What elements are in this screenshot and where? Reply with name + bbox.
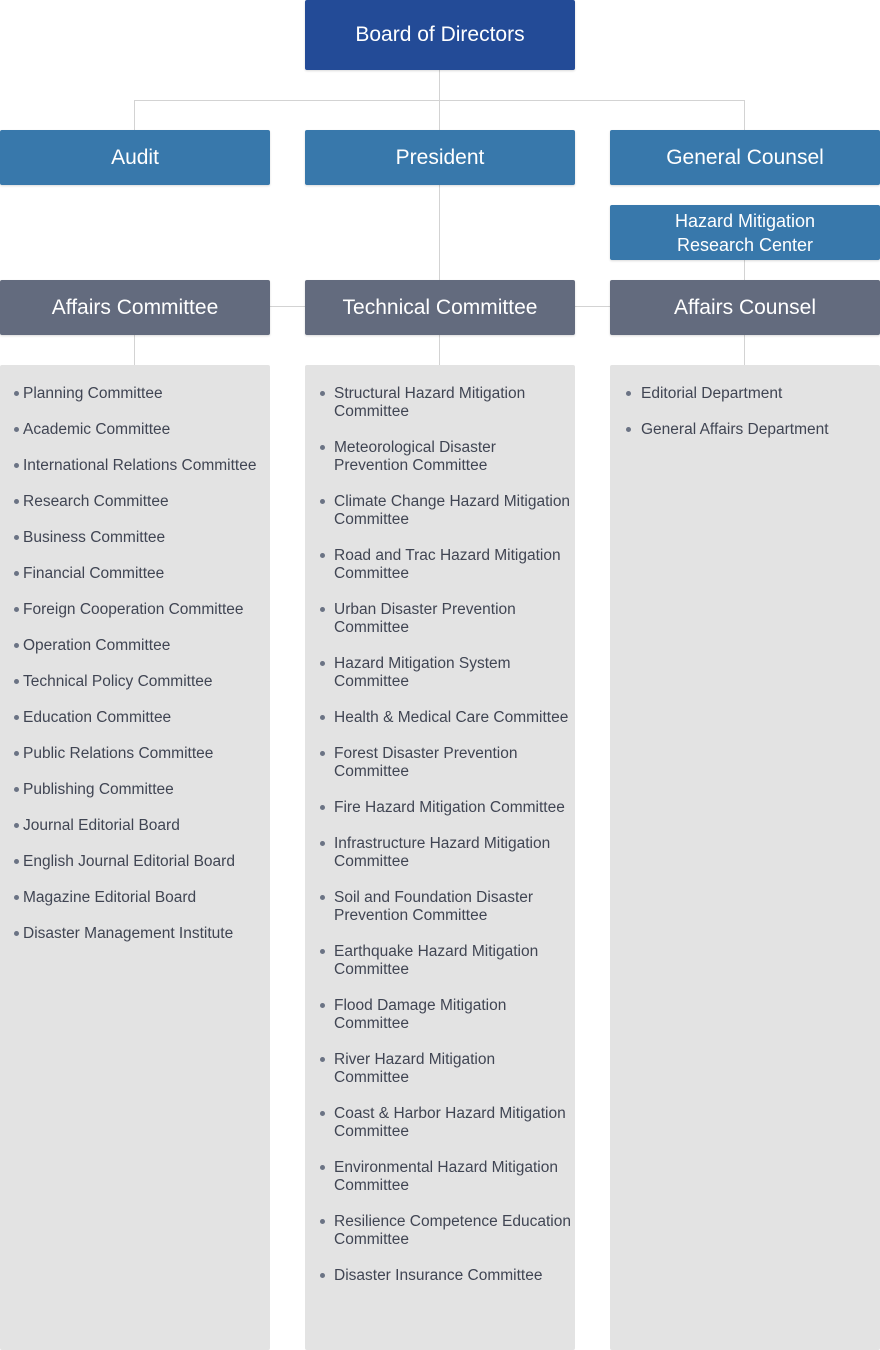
affairs-committee-item: English Journal Editorial Board [0, 853, 270, 871]
connector-middle-right [575, 306, 610, 307]
technical-committee-item: Environmental Hazard Mitigation Committee [305, 1159, 575, 1195]
board-of-directors-box [305, 0, 575, 70]
connector-middle-left [270, 306, 305, 307]
audit-label: Audit [111, 145, 159, 169]
connector-counsel-list [744, 335, 745, 365]
affairs-committee-item: Technical Policy Committee [0, 673, 270, 691]
affairs-committee-item: Operation Committee [0, 637, 270, 655]
technical-committee-item: Resilience Competence Education Committee [305, 1213, 575, 1249]
technical-committee-list [305, 365, 575, 1350]
technical-committee-item: Health & Medical Care Committee [305, 709, 575, 727]
affairs-committee-list [0, 365, 270, 1350]
connector-board-down [439, 70, 440, 100]
technical-committee-item: Soil and Foundation Disaster Prevention Committee [305, 889, 575, 925]
technical-committee-item: Road and Trac Hazard Mitigation Committee [305, 547, 575, 583]
connector-president [439, 100, 440, 130]
connector-audit [134, 100, 135, 130]
research-center-label-line2: Research Center [676, 234, 814, 255]
affairs-committee-label: Affairs Committee [51, 295, 219, 319]
connector-president-technical [439, 185, 440, 280]
general-counsel-box [610, 130, 880, 185]
technical-committee-item: Hazard Mitigation System Committee [305, 655, 575, 691]
technical-committee-item: Fire Hazard Mitigation Committee [305, 799, 575, 817]
affairs-committee-item: Magazine Editorial Board [0, 889, 270, 907]
president-box [305, 130, 575, 185]
technical-committee-item: Structural Hazard Mitigation Committee [305, 385, 575, 421]
technical-committee-item: Coast & Harbor Hazard Mitigation Committee [305, 1105, 575, 1141]
affairs-committee-box [0, 280, 270, 335]
connector-technical-list [439, 335, 440, 365]
affairs-counsel-item: Editorial Department [610, 385, 880, 403]
affairs-committee-item: Foreign Cooperation Committee [0, 601, 270, 619]
affairs-counsel-list [610, 365, 880, 1350]
research-center-box [610, 205, 880, 260]
affairs-committee-item: International Relations Committee [0, 457, 270, 475]
affairs-committee-item: Disaster Management Institute [0, 925, 270, 943]
affairs-committee-item: Education Committee [0, 709, 270, 727]
affairs-committee-item: Public Relations Committee [0, 745, 270, 763]
technical-committee-item: Forest Disaster Prevention Committee [305, 745, 575, 781]
affairs-counsel-label: Affairs Counsel [673, 295, 817, 319]
technical-committee-item: Earthquake Hazard Mitigation Committee [305, 943, 575, 979]
affairs-committee-item: Research Committee [0, 493, 270, 511]
technical-committee-box [305, 280, 575, 335]
technical-committee-item: Flood Damage Mitigation Committee [305, 997, 575, 1033]
connector-affairs-list [134, 335, 135, 365]
technical-committee-item: Climate Change Hazard Mitigation Committee [305, 493, 575, 529]
president-label: President [395, 145, 485, 169]
affairs-counsel-item: General Affairs Department [610, 421, 880, 439]
affairs-committee-item: Business Committee [0, 529, 270, 547]
affairs-committee-item: Planning Committee [0, 385, 270, 403]
technical-committee-item: Infrastructure Hazard Mitigation Committee [305, 835, 575, 871]
technical-committee-item: Meteorological Disaster Prevention Committee [305, 439, 575, 475]
board-of-directors-label: Board of Directors [355, 23, 525, 46]
technical-committee-item: Disaster Insurance Committee [305, 1267, 575, 1285]
audit-box [0, 130, 270, 185]
affairs-committee-item: Publishing Committee [0, 781, 270, 799]
affairs-counsel-box [610, 280, 880, 335]
technical-committee-item: Urban Disaster Prevention Committee [305, 601, 575, 637]
connector-research-counsel [744, 260, 745, 280]
technical-committee-label: Technical Committee [342, 295, 538, 319]
research-center-label-line1: Hazard Mitigation [674, 210, 816, 231]
technical-committee-item: River Hazard Mitigation Committee [305, 1051, 575, 1087]
affairs-committee-item: Journal Editorial Board [0, 817, 270, 835]
general-counsel-label: General Counsel [666, 145, 824, 169]
affairs-committee-item: Academic Committee [0, 421, 270, 439]
connector-general-counsel [744, 100, 745, 130]
affairs-committee-item: Financial Committee [0, 565, 270, 583]
